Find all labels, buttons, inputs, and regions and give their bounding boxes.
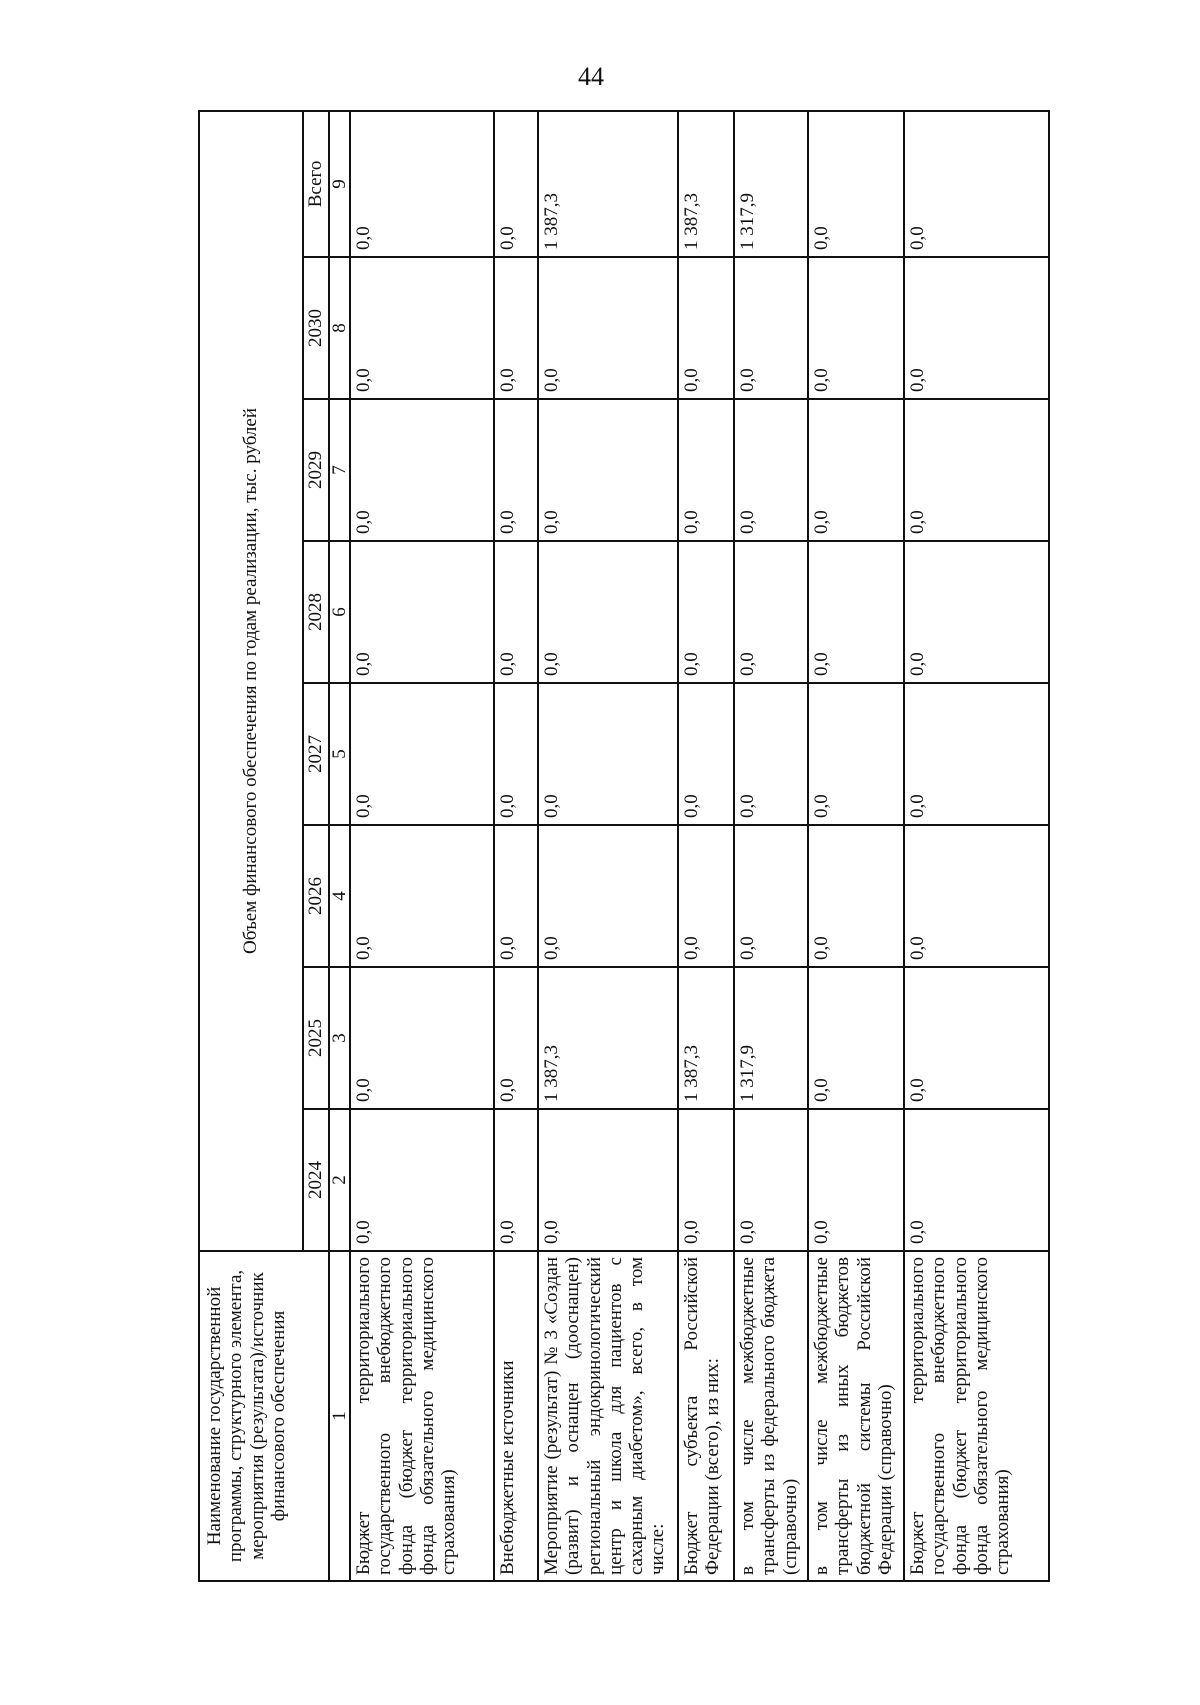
row-value: 0,0: [538, 683, 678, 825]
column-number: 2: [329, 1109, 350, 1251]
rotated-page-content: [198, 112, 1047, 1582]
column-number: 8: [329, 257, 350, 399]
header-name-column: Наименование государственной программы, структурного элемента, мероприятия (результата)/источник финансового обеспечения: [199, 1251, 329, 1581]
row-value: 0,0: [734, 683, 808, 825]
header-year-2030: 2030: [303, 257, 329, 399]
row-value: 0,0: [734, 257, 808, 399]
row-value: 0,0: [904, 257, 1049, 399]
row-value: 1 387,3: [678, 967, 734, 1109]
row-value: 0,0: [494, 257, 538, 399]
column-number: 9: [329, 111, 350, 257]
row-value: 0,0: [350, 541, 494, 683]
row-value: 0,0: [350, 683, 494, 825]
header-financing-group: Объем финансового обеспечения по годам реализации, тыс. рублей: [199, 111, 303, 1251]
row-source-name: в том числе межбюджетные трансферты из иных бюджетов бюджетной системы Российской Федерации (справочно): [808, 1251, 904, 1581]
row-value: 0,0: [350, 111, 494, 257]
column-number: 1: [329, 1251, 350, 1581]
table-row: [538, 111, 678, 1581]
row-source-name: Внебюджетные источники: [494, 1251, 538, 1581]
row-value: 0,0: [494, 1109, 538, 1251]
row-value: 0,0: [904, 1109, 1049, 1251]
row-value: 1 387,3: [678, 111, 734, 257]
row-value: 0,0: [904, 825, 1049, 967]
row-value: 0,0: [678, 1109, 734, 1251]
header-total: Всего: [303, 111, 329, 257]
row-value: 0,0: [350, 1109, 494, 1251]
row-value: 0,0: [494, 683, 538, 825]
column-number: 7: [329, 399, 350, 541]
column-number: 3: [329, 967, 350, 1109]
row-value: 0,0: [808, 1109, 904, 1251]
row-value: 1 317,9: [734, 967, 808, 1109]
row-value: 0,0: [538, 541, 678, 683]
row-value: 0,0: [904, 683, 1049, 825]
row-value: 1 317,9: [734, 111, 808, 257]
row-value: 0,0: [678, 399, 734, 541]
row-value: 0,0: [538, 1109, 678, 1251]
row-value: 0,0: [808, 111, 904, 257]
row-value: 0,0: [734, 825, 808, 967]
row-value: 1 387,3: [538, 111, 678, 257]
table-row: [494, 111, 538, 1581]
row-value: 1 387,3: [538, 967, 678, 1109]
row-value: 0,0: [808, 967, 904, 1109]
row-value: 0,0: [678, 257, 734, 399]
column-number: 4: [329, 825, 350, 967]
column-number: 5: [329, 683, 350, 825]
row-source-name: в том числе межбюджетные трансферты из федерального бюджета (справочно): [734, 1251, 808, 1581]
table-row: [350, 111, 494, 1581]
row-value: 0,0: [904, 967, 1049, 1109]
row-source-name: Бюджет субъекта Российской Федерации (всего), из них:: [678, 1251, 734, 1581]
row-value: 0,0: [494, 967, 538, 1109]
header-year-2027: 2027: [303, 683, 329, 825]
row-value: 0,0: [494, 825, 538, 967]
row-value: 0,0: [350, 399, 494, 541]
row-value: 0,0: [350, 257, 494, 399]
header-year-2025: 2025: [303, 967, 329, 1109]
row-value: 0,0: [494, 111, 538, 257]
row-value: 0,0: [904, 541, 1049, 683]
row-value: 0,0: [734, 541, 808, 683]
table-row: [678, 111, 734, 1581]
header-year-2029: 2029: [303, 399, 329, 541]
table-row: [734, 111, 808, 1581]
row-value: 0,0: [808, 399, 904, 541]
row-value: 0,0: [904, 399, 1049, 541]
table-row: [808, 111, 904, 1581]
row-value: 0,0: [538, 399, 678, 541]
financing-table: [198, 110, 1050, 1582]
row-source-name: Бюджет территориального государственного внебюджетного фонда (бюджет территориального фонда обязательного медицинского страхования): [904, 1251, 1049, 1581]
row-value: 0,0: [350, 967, 494, 1109]
row-source-name: Мероприятие (результат) № 3 «Создан (развит) и оснащен (дооснащен) региональный эндокринологический центр и школа для пациентов с сахарным диабетом», всего, в том числе:: [538, 1251, 678, 1581]
row-source-name: Бюджет территориального государственного внебюджетного фонда (бюджет территориального фонда обязательного медицинского страхования): [350, 1251, 494, 1581]
header-year-2028: 2028: [303, 541, 329, 683]
header-year-2026: 2026: [303, 825, 329, 967]
row-value: 0,0: [808, 683, 904, 825]
table-row: [904, 111, 1049, 1581]
header-year-2024: 2024: [303, 1109, 329, 1251]
row-value: 0,0: [494, 399, 538, 541]
row-value: 0,0: [678, 541, 734, 683]
row-value: 0,0: [734, 399, 808, 541]
column-number: 6: [329, 541, 350, 683]
financing-table-container: [198, 112, 1047, 1582]
row-value: 0,0: [808, 825, 904, 967]
row-value: 0,0: [734, 1109, 808, 1251]
row-value: 0,0: [494, 541, 538, 683]
row-value: 0,0: [678, 825, 734, 967]
page-number: 44: [578, 62, 604, 91]
row-value: 0,0: [678, 683, 734, 825]
row-value: 0,0: [808, 541, 904, 683]
row-value: 0,0: [350, 825, 494, 967]
row-value: 0,0: [904, 111, 1049, 257]
row-value: 0,0: [538, 825, 678, 967]
row-value: 0,0: [538, 257, 678, 399]
row-value: 0,0: [808, 257, 904, 399]
